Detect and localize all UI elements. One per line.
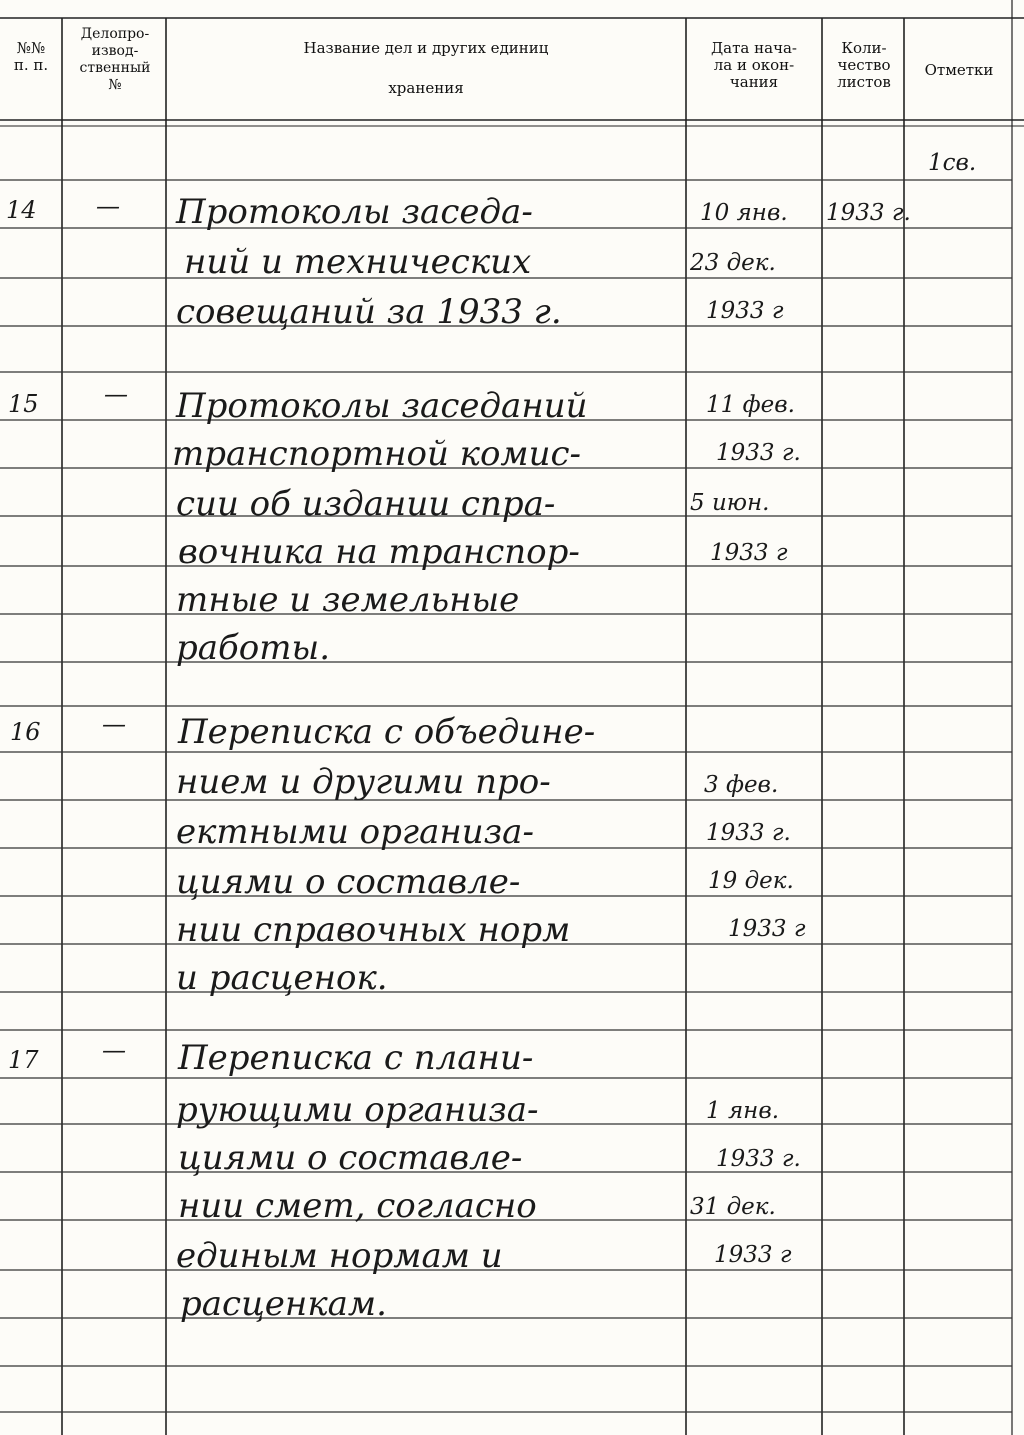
- entry-number: 15: [8, 390, 39, 418]
- entry-title-line: циями о составле-: [176, 862, 521, 902]
- entry-number: 17: [8, 1046, 39, 1074]
- entry-title-line: Переписка с объедине-: [178, 712, 596, 752]
- entry-date-line: 23 дек.: [690, 250, 776, 276]
- entry-office-dash: —: [102, 1036, 126, 1064]
- header-col-office-number: Делопро- извод- ственный №: [79, 26, 151, 93]
- entry-number: 14: [6, 196, 37, 224]
- entry-title-line: Переписка с плани-: [178, 1038, 534, 1078]
- entry-date-line: 31 дек.: [690, 1194, 776, 1220]
- entry-date-line: 1933 г: [706, 298, 784, 324]
- entry-title-line: единым нормам и: [176, 1236, 503, 1276]
- entry-date-line: 11 фев.: [706, 392, 795, 418]
- entry-title-line: и расценок.: [176, 958, 388, 998]
- entry-title-line: транспортной комис-: [172, 434, 582, 474]
- entry-date-line: 1933 г.: [716, 1146, 801, 1172]
- header-col-title: Название дел и других единиц: [303, 39, 549, 57]
- entry-office-dash: —: [96, 192, 120, 220]
- header-col-notes: Отметки: [924, 61, 994, 79]
- entry-title-line: ектными организа-: [176, 812, 534, 852]
- entry-title-line: вочника на транспор-: [178, 532, 580, 572]
- entry-title-line: нием и другими про-: [176, 762, 551, 802]
- entry-date-line: 1933 г: [710, 540, 788, 566]
- entry-title-line: нии справочных норм: [176, 910, 571, 950]
- entry-title-line: ний и технических: [184, 242, 532, 282]
- entry-date-line: 1933 г.: [716, 440, 801, 466]
- entry-date-line: 1933 г: [728, 916, 806, 942]
- entry-office-dash: —: [102, 710, 126, 738]
- entry-date-line: 3 фев.: [704, 772, 779, 798]
- header-col-number: №№ п. п.: [13, 39, 49, 74]
- entry-date-line: 19 дек.: [708, 868, 794, 894]
- entry-title-line: Протоколы заседаний: [176, 386, 588, 426]
- entry-number: 16: [10, 718, 41, 746]
- entry-title-line: совещаний за 1933 г.: [176, 292, 562, 332]
- entry-title-line: нии смет, согласно: [178, 1186, 537, 1226]
- header-col-title-line2: хранения: [388, 79, 464, 97]
- entry-title-line: циями о составле-: [178, 1138, 523, 1178]
- entry-sheet-count: 1933 г.: [826, 200, 911, 226]
- entry-title-line: Протоколы заседа-: [176, 192, 533, 232]
- entry-date-line: 5 июн.: [690, 490, 770, 516]
- header-col-dates: Дата нача- ла и окон- чания: [710, 39, 797, 91]
- entry-date-line: 1933 г.: [706, 820, 791, 846]
- entry-date-line: 1 янв.: [706, 1098, 780, 1124]
- volume-note: 1св.: [928, 150, 977, 176]
- entry-title-line: работы.: [176, 628, 330, 668]
- entry-title-line: сии об издании спра-: [176, 484, 556, 524]
- entry-date-line: 1933 г: [714, 1242, 792, 1268]
- entry-title-line: расценкам.: [180, 1284, 387, 1324]
- entry-title-line: тные и земельные: [176, 580, 520, 620]
- entry-office-dash: —: [104, 380, 128, 408]
- entry-title-line: рующими организа-: [176, 1090, 539, 1130]
- entry-date-line: 10 янв.: [700, 200, 788, 226]
- header-col-sheet-count: Коли- чество листов: [837, 39, 891, 91]
